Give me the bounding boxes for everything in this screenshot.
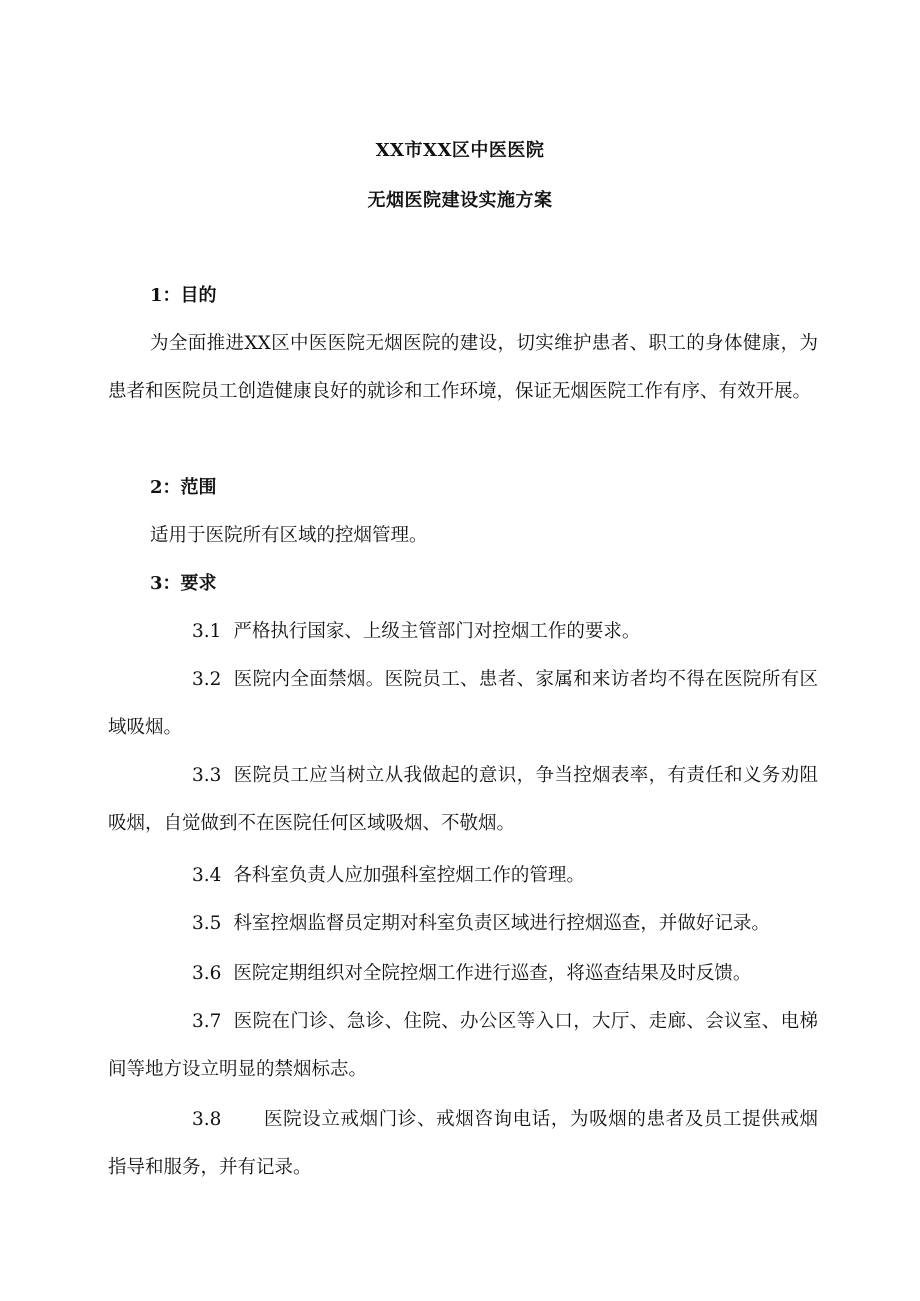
item-number: 3.1 xyxy=(192,621,222,642)
requirement-item-3-6 xyxy=(108,950,818,998)
item-text: 医院在门诊、急诊、住院、办公区等入口，大厅、走廊、会议室、电梯间等地方设立明显的禁烟标志。 xyxy=(108,1011,818,1080)
item-text: 科室控烟监督员定期对科室负责区域进行控烟巡查，并做好记录。 xyxy=(233,913,770,934)
document-title-line2: 无烟医院建设实施方案 xyxy=(367,190,553,211)
requirement-item-3-7 xyxy=(108,998,818,1094)
item-number: 3.7 xyxy=(192,1011,222,1032)
item-text: 医院定期组织对全院控烟工作进行巡查，将巡查结果及时反馈。 xyxy=(233,963,752,984)
section-2-heading: 2：范围 xyxy=(150,477,217,498)
requirement-item-3-1 xyxy=(108,608,818,656)
item-number: 3.6 xyxy=(192,963,222,984)
item-number: 3.2 xyxy=(192,669,222,690)
item-text: 严格执行国家、上级主管部门对控烟工作的要求。 xyxy=(233,621,641,642)
item-number: 3.3 xyxy=(192,765,222,786)
requirement-item-3-2 xyxy=(108,656,818,752)
item-number: 3.5 xyxy=(192,913,222,934)
item-text: 医院员工应当树立从我做起的意识，争当控烟表率，有责任和义务劝阻吸烟，自觉做到不在医院任何区域吸烟、不敬烟。 xyxy=(108,765,818,834)
requirement-item-3-4 xyxy=(108,852,818,900)
item-number: 3.4 xyxy=(192,865,222,886)
section-2-text: 适用于医院所有区域的控烟管理。 xyxy=(150,525,428,546)
item-text: 医院设立戒烟门诊、戒烟咨询电话，为吸烟的患者及员工提供戒烟指导和服务，并有记录。 xyxy=(108,1109,818,1178)
item-text: 医院内全面禁烟。医院员工、患者、家属和来访者均不得在医院所有区域吸烟。 xyxy=(108,669,818,738)
section-1-text: 为全面推进XX区中医医院无烟医院的建设，切实维护患者、职工的身体健康，为患者和医院员工创造健康良好的就诊和工作环境，保证无烟医院工作有序、有效开展。 xyxy=(108,333,818,402)
item-number: 3.8 xyxy=(192,1109,222,1130)
item-text: 各科室负责人应加强科室控烟工作的管理。 xyxy=(233,865,585,886)
document-title-line1: XX市XX区中医医院 xyxy=(375,140,545,161)
requirement-item-3-8 xyxy=(108,1096,818,1192)
requirement-item-3-5 xyxy=(108,900,818,948)
section-1-heading: 1：目的 xyxy=(150,285,217,306)
section-3-heading: 3：要求 xyxy=(150,573,217,594)
requirement-item-3-3 xyxy=(108,752,818,848)
